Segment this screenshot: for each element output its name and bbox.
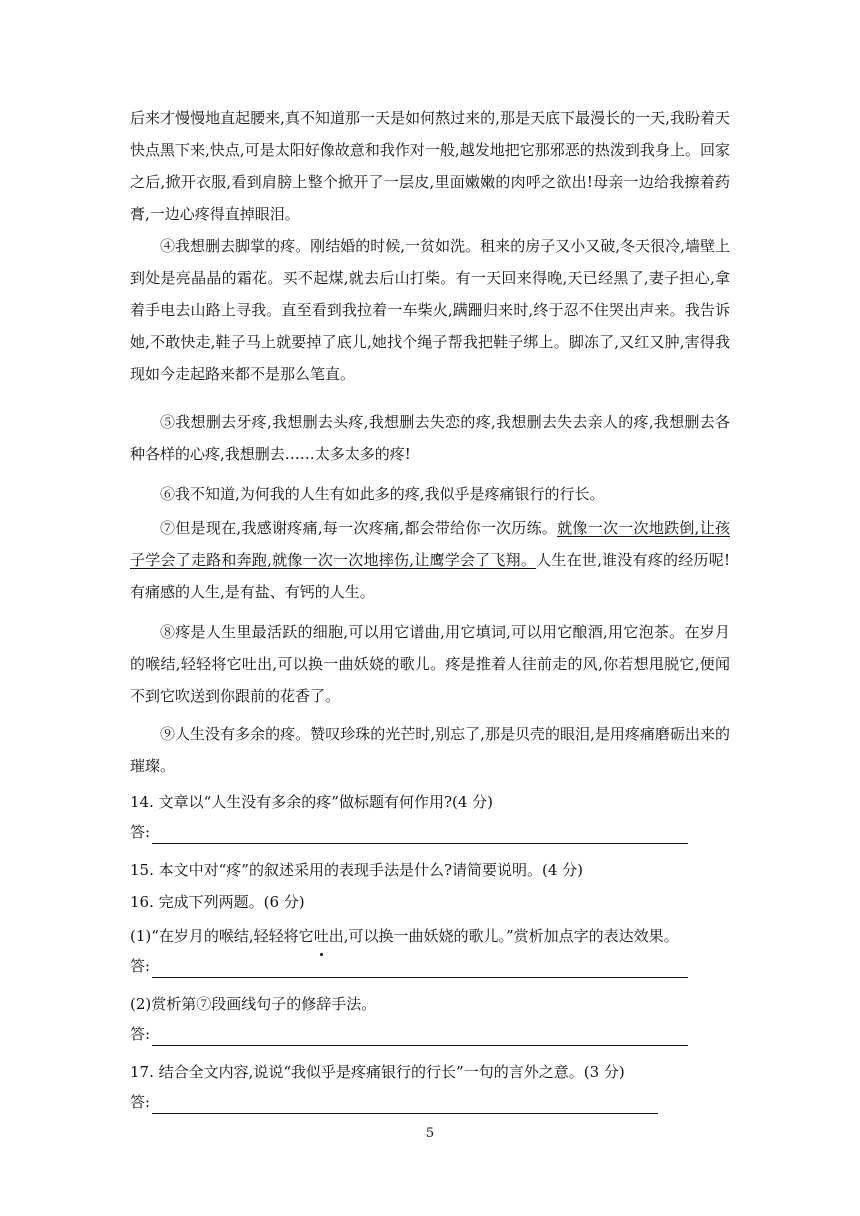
answer-label: 答: [130, 823, 151, 841]
paragraph-6: ⑥我不知道,为何我的人生有如此多的疼,我似乎是疼痛银行的行长。 [160, 485, 605, 503]
paragraph-7-ending: 人生在世,谁没有疼的经历呢!有痛感的人生,是有盐、有钙的人生。 [130, 551, 730, 601]
answer-label: 答: [130, 1093, 151, 1111]
question-14: 14. 文章以“人生没有多余的疼”做标题有何作用?(4 分) [130, 793, 494, 811]
dotted-character: 吐 [314, 920, 329, 952]
answer-row-17 [130, 1090, 658, 1114]
paragraph-continued: 后来才慢慢地直起腰来,真不知道那一天是如何熬过来的,那是天底下最漫长的一天,我盼着天快点黑下来,快点,可是太阳好像故意和我作对一般,越发地把它那邪恶的热泼到我身上。回家之后,掀开衣服,看到肩膀上整个掀开了一层皮,里面嫩嫩的肉呼之欲出!母亲一边给我擦着药膏,一边心疼得直掉眼泪。 [130, 109, 730, 223]
question-15: 15. 本文中对“疼”的叙述采用的表现手法是什么?请简要说明。(4 分) [130, 861, 584, 879]
answer-line-14[interactable] [152, 825, 688, 844]
answer-label: 答: [130, 957, 151, 975]
question-16-part-2: (2)赏析第⑦段画线句子的修辞手法。 [130, 995, 377, 1013]
answer-line-16-2[interactable] [152, 1027, 688, 1046]
question-16: 16. 完成下列两题。(6 分) [130, 893, 305, 911]
answer-line-17[interactable] [152, 1095, 658, 1114]
answer-line-16-1[interactable] [152, 959, 688, 978]
paragraph-5: ⑤我想删去牙疼,我想删去头疼,我想删去失恋的疼,我想删去失去亲人的疼,我想删去各种各样的心疼,我想删去……太多太多的疼! [130, 413, 730, 463]
paragraph-7-underlined-sentence: 就像一次一次地跌倒,让孩子学会了走路和奔跑,就像一次一次地摔伤,让鹰学会了飞翔。 [130, 519, 730, 569]
paragraph-4: ④我想删去脚掌的疼。刚结婚的时候,一贫如洗。租来的房子又小又破,冬天很冷,墙壁上到处是亮晶晶的霜花。买不起煤,就去后山打柴。有一天回来得晚,天已经黑了,妻子担心,拿着手电去山路上寻我。直至看到我拉着一车柴火,蹒跚归来时,终于忍不住哭出声来。我告诉她,不敢快走,鞋子马上就要掉了底儿,她找个绳子帮我把鞋子绑上。脚冻了,又红又肿,害得我现如今走起路来都不是那么笔直。 [130, 237, 730, 383]
paragraph-7 [130, 512, 730, 608]
answer-label: 答: [130, 1025, 151, 1043]
question-17: 17. 结合全文内容,说说“我似乎是疼痛银行的行长”一句的言外之意。(3 分) [130, 1063, 625, 1081]
paragraph-7-intro: ⑦但是现在,我感谢疼痛,每一次疼痛,都会带给你一次历练。 [160, 519, 558, 537]
page-number: 5 [425, 1126, 435, 1141]
paragraph-8: ⑧疼是人生里最活跃的细胞,可以用它谱曲,用它填词,可以用它酿酒,用它泡茶。在岁月的喉结,轻轻将它吐出,可以换一曲妖娆的歌儿。疼是推着人往前走的风,你若想甩脱它,便闻不到它吹送到你跟前的花香了。 [130, 623, 730, 705]
answer-row-16-2 [130, 1022, 688, 1046]
paragraph-9: ⑨人生没有多余的疼。赞叹珍珠的光芒时,别忘了,那是贝壳的眼泪,是用疼痛磨砺出来的璀璨。 [130, 725, 730, 775]
answer-row-14 [130, 820, 688, 844]
question-16-part-1: (1)“在岁月的喉结,轻轻将它吐出,可以换一曲妖娆的歌儿。”赏析加点字的表达效果。 [130, 920, 750, 952]
answer-row-16-1 [130, 954, 688, 978]
